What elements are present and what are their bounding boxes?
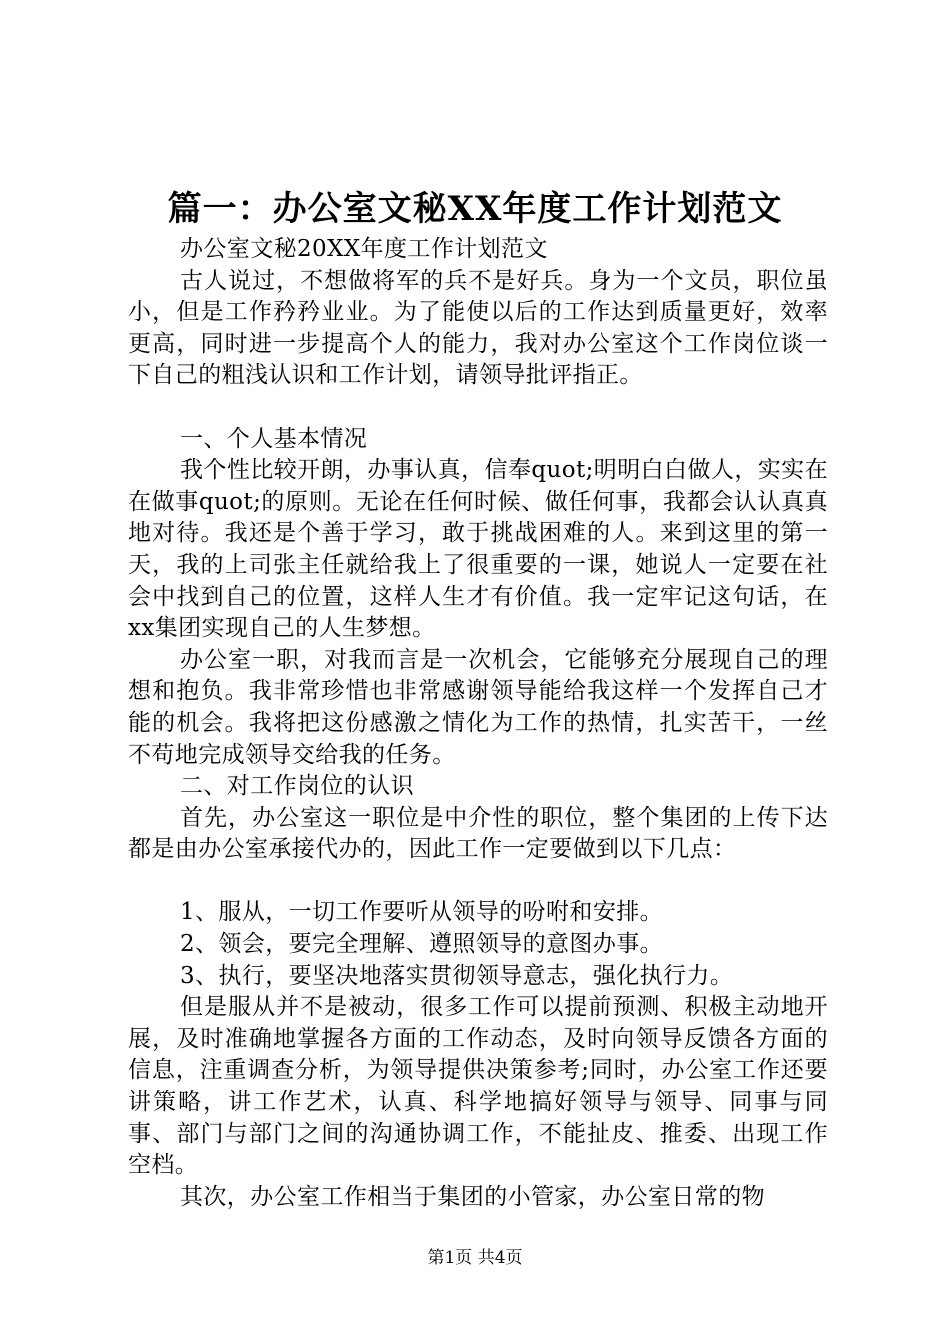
page-footer: 第1页 共4页 [427, 1248, 523, 1268]
section-heading-1: 一、个人基本情况 [180, 425, 368, 452]
list-item-3: 3、执行，要坚决地落实贯彻领导意志，强化执行力。 [180, 962, 734, 989]
document-body [128, 234, 828, 1213]
intro-paragraph: 古人说过，不想做将军的兵不是好兵。身为一个文员，职位虽小，但是工作矜矜业业。为了能使以后的工作达到质量更好，效率更高，同时进一步提高个人的能力，我对办公室这个工作岗位谈一下自己的粗浅认识和工作计划，请领导批评指正。 [128, 267, 828, 389]
subtitle-paragraph: 办公室文秘20XX年度工作计划范文 [180, 236, 548, 262]
position-paragraph: 首先，办公室这一职位是中介性的职位，整个集团的上传下达都是由办公室承接代办的，因此工作一定要做到以下几点： [128, 804, 828, 863]
list-item-2: 2、领会，要完全理解、遵照领导的意图办事。 [180, 931, 664, 958]
opportunity-paragraph: 办公室一职，对我而言是一次机会，它能够充分展现自己的理想和抱负。我非常珍惜也非常感谢领导能给我这样一个发挥自己才能的机会。我将把这份感激之情化为工作的热情，扎实苦干，一丝不苟地完成领导交给我的任务。 [128, 646, 828, 768]
section-heading-2: 二、对工作岗位的认识 [180, 773, 414, 800]
personal-info-paragraph: 我个性比较开朗，办事认真，信奉quot;明明白白做人，实实在在做事quot;的原则。无论在任何时候、做任何事，我都会认认真真地对待。我还是个善于学习，敢于挑战困难的人。来到这里的第一天，我的上司张主任就给我上了很重要的一课，她说人一定要在社会中找到自己的位置，这样人生才有价值。我一定牢记这句话，在xx集团实现自己的人生梦想。 [128, 457, 828, 642]
secondly-paragraph: 其次，办公室工作相当于集团的小管家，办公室日常的物 [180, 1183, 765, 1210]
document-title: 篇一：办公室文秘XX年度工作计划范文 [167, 189, 783, 229]
proactive-paragraph: 但是服从并不是被动，很多工作可以提前预测、积极主动地开展，及时准确地掌握各方面的工作动态，及时向领导反馈各方面的信息，注重调查分析，为领导提供决策参考;同时，办公室工作还要讲策略，讲工作艺术，认真、科学地搞好领导与领导、同事与同事、部门与部门之间的沟通协调工作，不能扯皮、推委、出现工作空档。 [128, 994, 828, 1179]
list-item-1: 1、服从，一切工作要听从领导的吩咐和安排。 [180, 899, 664, 926]
